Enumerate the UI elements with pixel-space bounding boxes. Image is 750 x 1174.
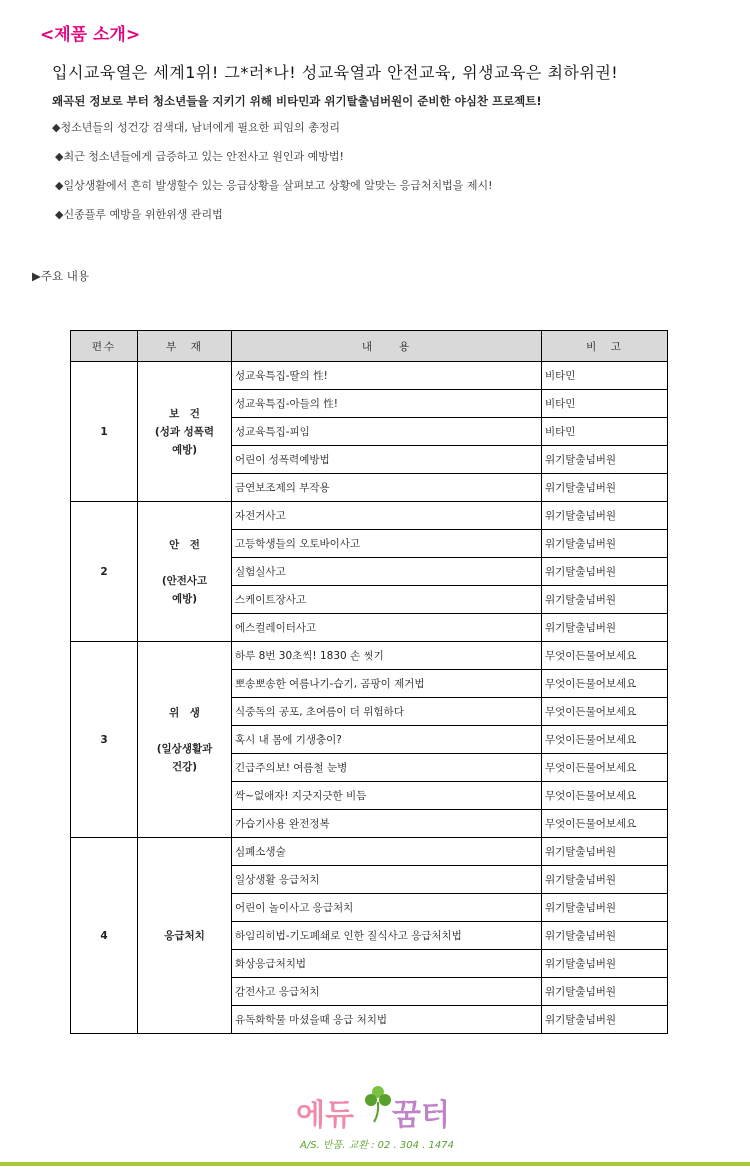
content-cell: 유독화학물 마셨을때 응급 처치법 (232, 1006, 542, 1034)
note-cell: 비타민 (542, 390, 668, 418)
logo-text-left: 에듀 (296, 1098, 354, 1133)
table-row (71, 362, 668, 390)
section-label: ▶주요 내용 (32, 269, 89, 283)
note-cell: 무엇이든물어보세요 (542, 754, 668, 782)
table-row (71, 642, 668, 670)
note-cell: 위기탈출넘버원 (542, 978, 668, 1006)
subline: 왜곡된 정보로 부터 청소년들을 지키기 위해 비타민과 위기탈출넘버원이 준비한 야심찬 프로젝트! (52, 94, 542, 108)
header-cell-note: 비 고 (542, 331, 668, 362)
content-cell: 고등학생들의 오토바이사고 (232, 530, 542, 558)
episode-number-cell: 3 (71, 642, 138, 838)
content-cell: 에스컬레이터사고 (232, 614, 542, 642)
category-line: 건강) (171, 760, 198, 773)
note-cell: 위기탈출넘버원 (542, 474, 668, 502)
content-cell: 가습기사용 완전정복 (232, 810, 542, 838)
content-cell: 자전거사고 (232, 502, 542, 530)
content-cell: 혹시 내 몸에 기생충이? (232, 726, 542, 754)
feature-item: ◆청소년들의 성건강 검색대, 남녀에게 필요한 피임의 총정리 (52, 121, 340, 134)
note-cell: 무엇이든물어보세요 (542, 782, 668, 810)
header-cell-content: 내 용 (232, 331, 542, 362)
contact-info: A/S. 반품. 교환 : 02 . 304 . 1474 (300, 1140, 454, 1151)
note-cell: 위기탈출넘버원 (542, 922, 668, 950)
note-cell: 위기탈출넘버원 (542, 502, 668, 530)
category-line (141, 722, 228, 740)
note-cell: 무엇이든물어보세요 (542, 726, 668, 754)
category-line: 응급처치 (164, 929, 205, 942)
episode-number-cell: 1 (71, 362, 138, 502)
headline: 입시교육열은 세계1위! 그*러*나! 성교육열과 안전교육, 위생교육은 최하위권! (52, 63, 619, 82)
table-header-row (71, 331, 668, 362)
category-line: 예방) (171, 443, 198, 456)
note-cell: 무엇이든물어보세요 (542, 642, 668, 670)
page-title: <제품 소개> (40, 25, 141, 45)
content-cell: 하루 8번 30초씩! 1830 손 씻기 (232, 642, 542, 670)
note-cell: 무엇이든물어보세요 (542, 670, 668, 698)
category-line (141, 554, 228, 572)
content-cell: 뽀송뽀송한 여름나기-습기, 곰팡이 제거법 (232, 670, 542, 698)
category-line: 보 건 (169, 407, 200, 420)
note-cell: 위기탈출넘버원 (542, 558, 668, 586)
category-cell (138, 642, 232, 838)
table-row (71, 502, 668, 530)
bottom-divider (0, 1162, 750, 1166)
feature-item: ◆일상생활에서 흔히 발생할수 있는 응급상황을 살펴보고 상황에 알맞는 응급처치법을 제시! (55, 179, 493, 192)
category-line: (성과 성폭력 (154, 425, 215, 438)
content-cell: 식중독의 공포, 초여름이 더 위험하다 (232, 698, 542, 726)
content-cell: 성교육특집-딸의 性! (232, 362, 542, 390)
category-cell (138, 502, 232, 642)
logo-text-right: 꿈터 (392, 1098, 450, 1133)
note-cell: 위기탈출넘버원 (542, 614, 668, 642)
content-cell: 긴급주의보! 여름철 눈병 (232, 754, 542, 782)
note-cell: 위기탈출넘버원 (542, 838, 668, 866)
note-cell: 위기탈출넘버원 (542, 586, 668, 614)
table-body (71, 362, 668, 1034)
header-cell-episode: 편수 (71, 331, 138, 362)
content-cell: 일상생활 응급처치 (232, 866, 542, 894)
content-cell: 실험실사고 (232, 558, 542, 586)
category-cell (138, 362, 232, 502)
feature-item: ◆최근 청소년들에게 급증하고 있는 안전사고 원인과 예방법! (55, 150, 344, 163)
contents-table (70, 330, 668, 1034)
note-cell: 무엇이든물어보세요 (542, 810, 668, 838)
content-cell: 하임리히법-기도폐쇄로 인한 질식사고 응급처치법 (232, 922, 542, 950)
header-cell-subtitle: 부 재 (138, 331, 232, 362)
content-cell: 화상응급처치법 (232, 950, 542, 978)
content-cell: 금연보조제의 부작용 (232, 474, 542, 502)
content-cell: 심폐소생술 (232, 838, 542, 866)
content-cell: 성교육특집-피임 (232, 418, 542, 446)
category-line: 위 생 (169, 706, 200, 719)
category-line: (안전사고 (161, 574, 208, 587)
content-cell: 어린이 놀이사고 응급처치 (232, 894, 542, 922)
note-cell: 위기탈출넘버원 (542, 446, 668, 474)
feature-list (52, 120, 493, 236)
category-line: 예방) (171, 592, 198, 605)
table-row (71, 838, 668, 866)
content-cell: 감전사고 응급처치 (232, 978, 542, 1006)
note-cell: 위기탈출넘버원 (542, 530, 668, 558)
category-line: 안 전 (169, 538, 200, 551)
category-line: (일상생활과 (156, 742, 213, 755)
content-cell: 어린이 성폭력예방법 (232, 446, 542, 474)
clover-icon (364, 1084, 392, 1124)
note-cell: 위기탈출넘버원 (542, 950, 668, 978)
note-cell: 비타민 (542, 418, 668, 446)
note-cell: 위기탈출넘버원 (542, 866, 668, 894)
note-cell: 위기탈출넘버원 (542, 894, 668, 922)
content-cell: 싹~없애자! 지긋지긋한 비듬 (232, 782, 542, 810)
category-cell (138, 838, 232, 1034)
feature-item: ◆신종플루 예방을 위한위생 관리법 (55, 208, 223, 221)
content-cell: 스케이트장사고 (232, 586, 542, 614)
content-cell: 성교육특집-아들의 性! (232, 390, 542, 418)
note-cell: 비타민 (542, 362, 668, 390)
episode-number-cell: 4 (71, 838, 138, 1034)
episode-number-cell: 2 (71, 502, 138, 642)
note-cell: 위기탈출넘버원 (542, 1006, 668, 1034)
note-cell: 무엇이든물어보세요 (542, 698, 668, 726)
